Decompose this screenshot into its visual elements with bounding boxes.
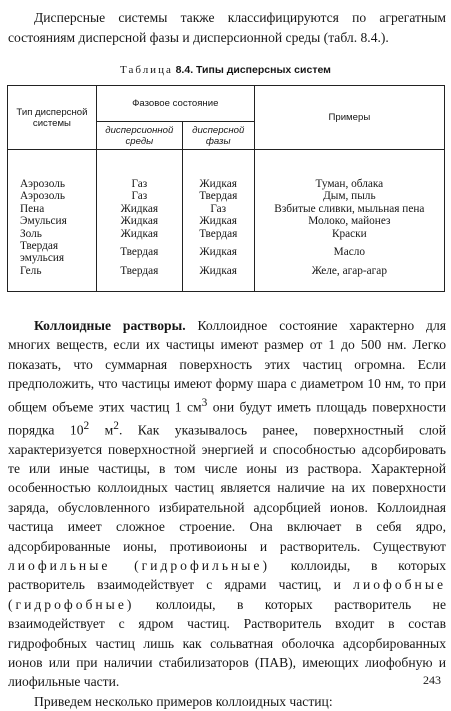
section-heading: Коллоидные растворы. xyxy=(34,318,186,333)
cell-type: Аэрозоль xyxy=(8,190,97,202)
cell-examples: Дым, пыль xyxy=(254,190,444,202)
superscript: 2 xyxy=(113,419,119,432)
header-type: Тип дисперсной системы xyxy=(8,86,97,150)
cell-phase: Жидкая xyxy=(182,150,254,191)
text-run: коллоиды, в которых растворитель не взаимодействует с ядром частиц. Растворитель входит в состав гидрофобных частиц лишь как сольватная оболочка адсорбированных ионов или при наличии стабилизаторов (ПАВ), имеющих лиофобную и лиофильные части. xyxy=(8,596,446,690)
table-row xyxy=(8,150,445,191)
cell-examples: Взбитые сливки, мыльная пена xyxy=(254,203,444,215)
cell-medium: Жидкая xyxy=(96,215,182,227)
cell-phase: Твердая xyxy=(182,190,254,202)
cell-type: Твердая эмульсия xyxy=(8,240,97,265)
cell-medium: Жидкая xyxy=(96,203,182,215)
table-row xyxy=(8,203,445,215)
table-row xyxy=(8,215,445,227)
cell-examples: Туман, облака xyxy=(254,150,444,191)
disperse-systems-table xyxy=(7,85,445,292)
cell-phase: Жидкая xyxy=(182,215,254,227)
text-run: Коллоидное состояние характерно для многих веществ, если их частицы имеют размер от 1 до 500 нм. Легко показать, что суммарная поверхность этих частиц огромна. Если предположить, что частицы имеют форму шара с диаметром 10 нм, то при общем объеме этих частиц 1 см xyxy=(8,318,447,415)
cell-type: Золь xyxy=(8,228,97,240)
term-lyophobic: лиофобные (гидрофобные) xyxy=(8,577,446,612)
examples-intro-paragraph: Приведем несколько примеров коллоидных частиц: xyxy=(34,693,333,709)
text-run: они будут иметь площадь поверхности порядка 10 xyxy=(8,399,446,438)
cell-medium: Твердая xyxy=(96,265,182,292)
cell-medium: Твердая xyxy=(96,240,182,265)
cell-medium: Жидкая xyxy=(96,228,182,240)
text-run: коллоиды, в которых растворитель взаимодействует с ядрами частиц, и xyxy=(8,557,446,593)
superscript: 2 xyxy=(83,419,90,432)
page-number: 243 xyxy=(423,673,441,687)
table-row xyxy=(8,190,445,202)
colloid-paragraph xyxy=(8,316,446,692)
cell-type: Гель xyxy=(8,265,97,292)
superscript: 3 xyxy=(201,396,208,409)
cell-phase: Жидкая xyxy=(182,265,254,292)
term-lyophilic: лиофильные (гидрофильные) xyxy=(8,557,270,573)
body-text xyxy=(8,316,446,711)
cell-examples: Желе, агар-агар xyxy=(254,265,444,292)
cell-type: Аэрозоль xyxy=(8,150,97,191)
table-caption-label: Таблица xyxy=(120,64,173,76)
table-row xyxy=(8,265,445,292)
cell-examples: Краски xyxy=(254,228,444,240)
header-examples: Примеры xyxy=(254,86,444,150)
table-caption xyxy=(0,63,451,77)
cell-type: Эмульсия xyxy=(8,215,97,227)
cell-examples: Масло xyxy=(254,240,444,265)
table-row xyxy=(8,228,445,240)
header-medium: дисперсионной среды xyxy=(96,122,182,150)
intro-paragraph: Дисперсные системы также классифицируются по агрегатным состояниям дисперсной фазы и дисперсионной среды (табл. 8.4.). xyxy=(8,10,446,45)
text-run: м xyxy=(89,422,114,438)
cell-medium: Газ xyxy=(96,150,182,191)
cell-examples: Молоко, майонез xyxy=(254,215,444,227)
cell-phase: Твердая xyxy=(182,228,254,240)
cell-type: Пена xyxy=(8,203,97,215)
table-caption-title: 8.4. Типы дисперсных систем xyxy=(175,64,331,76)
text-run: . Как указывалось ранее, поверхностный слой характеризуется поверхностной энергией и способностью адсорбировать те или иные частицы, в том числе ионы из раствора. Характерной особенностью коллоидных частиц является наличие на их поверхности заряда, обусловленного избирательной адсорбцией ионов. Коллоидная частица имеет сложное строение. Она включает в себя ядро, адсорбированные ионы, противоионы и растворитель. Существуют xyxy=(8,422,446,554)
cell-medium: Газ xyxy=(96,190,182,202)
header-phase-state: Фазовое состояние xyxy=(96,86,254,122)
cell-phase: Газ xyxy=(182,203,254,215)
cell-phase: Жидкая xyxy=(182,240,254,265)
header-phase: дисперсной фазы xyxy=(182,122,254,150)
table-row xyxy=(8,240,445,265)
